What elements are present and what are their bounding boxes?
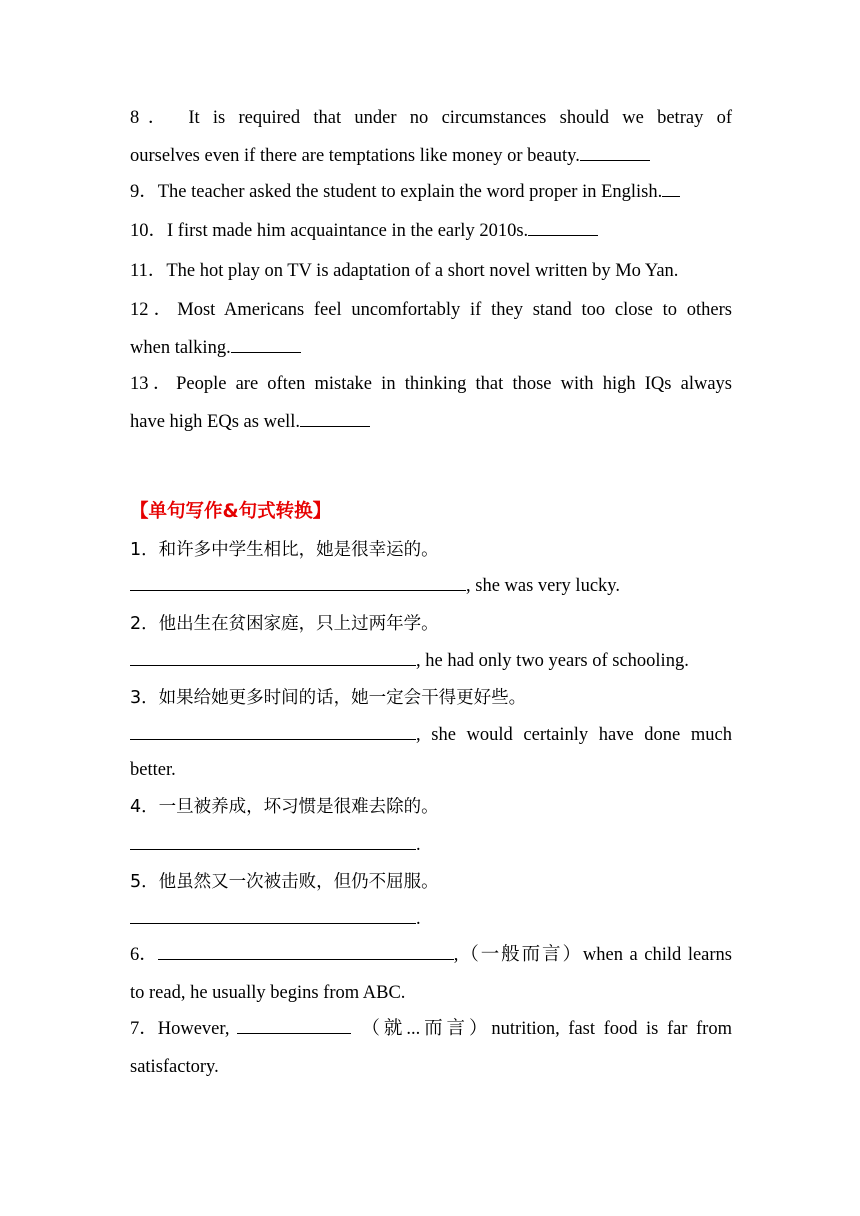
item-7-text: （就...而言）nutrition, fast food is far from bbox=[361, 1019, 732, 1039]
answer-blank[interactable] bbox=[130, 574, 466, 591]
item-3-continuation: better. bbox=[130, 760, 176, 780]
item-6 bbox=[130, 943, 732, 967]
item-6-number: 6． bbox=[130, 945, 158, 965]
item-4-period: . bbox=[416, 835, 421, 855]
item-1-english bbox=[130, 574, 620, 598]
item-2-text: , he had only two years of schooling. bbox=[416, 651, 689, 671]
section-title: 【单句写作&句式转换】 bbox=[130, 501, 332, 522]
item-1-chinese: 1．和许多中学生相比，她是很幸运的。 bbox=[130, 540, 439, 560]
question-9-text: 9．The teacher asked the student to explain the word proper in English. bbox=[130, 182, 663, 202]
answer-blank[interactable] bbox=[231, 336, 301, 353]
item-2-chinese: 2．他出生在贫困家庭，只上过两年学。 bbox=[130, 614, 439, 634]
question-13-text: have high EQs as well. bbox=[130, 412, 301, 432]
answer-blank[interactable] bbox=[130, 649, 416, 666]
answer-blank[interactable] bbox=[580, 144, 650, 161]
question-13-line-1: 13．People are often mistake in thinking that those with high IQs always bbox=[130, 374, 732, 394]
question-9 bbox=[130, 180, 680, 204]
item-5-period: . bbox=[416, 909, 421, 929]
answer-blank[interactable] bbox=[662, 180, 680, 197]
item-5-chinese: 5．他虽然又一次被击败，但仍不屈服。 bbox=[130, 872, 439, 892]
question-12-text: when talking. bbox=[130, 338, 231, 358]
question-8-line-2 bbox=[130, 144, 650, 168]
question-8-text: ourselves even if there are temptations like money or beauty. bbox=[130, 146, 580, 166]
answer-blank[interactable] bbox=[528, 219, 598, 236]
item-1-text: , she was very lucky. bbox=[466, 576, 620, 596]
item-4-english bbox=[130, 833, 421, 857]
question-13-line-2 bbox=[130, 410, 370, 434]
item-6-continuation: to read, he usually begins from ABC. bbox=[130, 983, 406, 1003]
item-7-continuation: satisfactory. bbox=[130, 1057, 219, 1077]
answer-blank[interactable] bbox=[237, 1017, 351, 1034]
item-7-prefix: 7．However, bbox=[130, 1019, 230, 1039]
item-4-chinese: 4．一旦被养成，坏习惯是很难去除的。 bbox=[130, 797, 439, 817]
answer-blank[interactable] bbox=[130, 833, 416, 850]
question-10-text: 10．I first made him acquaintance in the early 2010s. bbox=[130, 221, 529, 241]
question-11: 11．The hot play on TV is adaptation of a short novel written by Mo Yan. bbox=[130, 261, 679, 281]
question-8-line-1: 8． It is required that under no circumstances should we betray of bbox=[130, 108, 732, 128]
item-6-text: ,（一般而言）when a child learns bbox=[453, 945, 732, 965]
answer-blank[interactable] bbox=[300, 410, 370, 427]
item-3-chinese: 3．如果给她更多时间的话，她一定会干得更好些。 bbox=[130, 688, 527, 708]
answer-blank[interactable] bbox=[130, 723, 416, 740]
answer-blank[interactable] bbox=[130, 907, 416, 924]
item-3-english bbox=[130, 723, 732, 747]
answer-blank[interactable] bbox=[158, 943, 454, 960]
item-5-english bbox=[130, 907, 421, 931]
item-2-english bbox=[130, 649, 689, 673]
item-3-text: , she would certainly have done much bbox=[416, 725, 732, 745]
question-12-line-1: 12．Most Americans feel uncomfortably if they stand too close to others bbox=[130, 300, 732, 320]
question-12-line-2 bbox=[130, 336, 301, 360]
question-10 bbox=[130, 219, 598, 243]
item-7 bbox=[130, 1017, 732, 1041]
